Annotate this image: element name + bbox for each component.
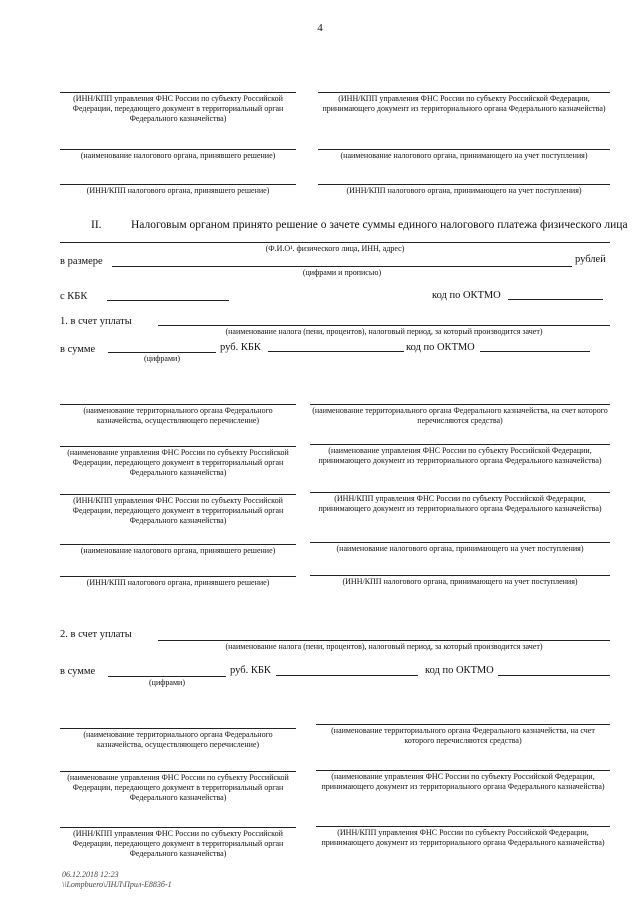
item1-oktmo-label: код по ОКТМО xyxy=(406,342,475,353)
field-line[interactable] xyxy=(60,827,296,828)
caption-inn-ufns-receiver: (ИНН/КПП управления ФНС России по субъекту Российской Федерации, принимающего документ из территориального органа Федерального казначейства) xyxy=(322,94,606,113)
item1-kbk-field-line[interactable] xyxy=(268,351,404,352)
page-number: 4 xyxy=(317,22,323,34)
item2-oktmo-label: код по ОКТМО xyxy=(425,665,494,676)
item2-caption-fk-sender: (наименование территориального органа Федерального казначейства, осуществляющего перечисление) xyxy=(83,730,273,749)
item2-caption-tax: (наименование налога (пени, процентов), налоговый период, за который производится зачет) xyxy=(225,642,543,651)
item1-caption-inn-tax-office-receiver: (ИНН/КПП налогового органа, принимающего на учет поступления) xyxy=(342,577,578,586)
field-line[interactable] xyxy=(60,446,296,447)
item2-caption-digits: (цифрами) xyxy=(149,678,185,687)
field-line[interactable] xyxy=(310,444,610,445)
item1-oktmo-field-line[interactable] xyxy=(480,351,590,352)
item1-caption-tax: (наименование налога (пени, процентов), налоговый период, за который производится зачет) xyxy=(225,327,543,336)
field-line[interactable] xyxy=(316,826,610,827)
item1-caption-tax-office-decision: (наименование налогового органа, принявшего решение) xyxy=(80,546,276,555)
footer-date: 06.12.2018 12:23 xyxy=(62,870,119,879)
field-line[interactable] xyxy=(316,724,610,725)
field-line[interactable] xyxy=(310,404,610,405)
kbk-field-line[interactable] xyxy=(107,300,229,301)
item1-caption-inn-ufns-sender: (ИНН/КПП управления ФНС России по субъекту Российской Федерации, передающего документ в территориальный орган Федерального казначейства) xyxy=(72,496,284,525)
caption-fio: (Ф.И.О¹. физического лица, ИНН, адрес) xyxy=(265,244,405,253)
item2-caption-fk-receiver: (наименование территориального органа Федерального казначейства, на счет которого перечисляются средства) xyxy=(331,726,595,745)
field-line[interactable] xyxy=(310,492,610,493)
item1-number-label: 1. в счет уплаты xyxy=(60,316,132,327)
field-line[interactable] xyxy=(60,92,296,93)
field-line[interactable] xyxy=(60,184,296,185)
field-line[interactable] xyxy=(310,575,610,576)
item1-caption-ufns-sender: (наименование управления ФНС России по субъекту Российской Федерации, передающего документ в территориальный орган Федерального казначейства) xyxy=(67,448,289,477)
footer-path: \\Lompbuero\ЛНЛ\Прил-Е883б-1 xyxy=(62,880,172,889)
item1-caption-fk-receiver: (наименование территориального органа Федерального казначейства, на счет которого перечисляются средства) xyxy=(312,406,608,425)
rubles-label: рублей xyxy=(575,254,606,265)
field-line[interactable] xyxy=(316,770,610,771)
item2-sum-field-line[interactable] xyxy=(108,676,226,677)
item2-kbk-label: руб. КБК xyxy=(230,665,271,676)
item2-sum-label: в сумме xyxy=(60,666,96,677)
item1-sum-field-line[interactable] xyxy=(108,352,216,353)
caption-inn-tax-office-decision: (ИНН/КПП налогового органа, принявшего решение) xyxy=(86,186,270,195)
item1-sum-label: в сумме xyxy=(60,344,96,355)
item1-caption-inn-ufns-receiver: (ИНН/КПП управления ФНС России по субъекту Российской Федерации, принимающего документ из территориального органа Федерального казначейства) xyxy=(318,494,602,513)
item1-caption-tax-office-receiver: (наименование налогового органа, принимающего на учет поступления) xyxy=(336,544,584,553)
caption-amount: (цифрами и прописью) xyxy=(302,268,382,277)
caption-tax-office-receiver: (наименование налогового органа, принимающего на учет поступления) xyxy=(340,151,588,160)
item2-caption-ufns-receiver: (наименование управления ФНС России по субъекту Российской Федерации, принимающего документ из территориального органа Федерального казначейства) xyxy=(321,772,605,791)
amount-field-line[interactable] xyxy=(112,266,572,267)
item1-caption-fk-sender: (наименование территориального органа Федерального казначейства, осуществляющего перечисление) xyxy=(83,406,273,425)
field-line[interactable] xyxy=(60,728,296,729)
field-line[interactable] xyxy=(318,149,610,150)
item2-caption-inn-ufns-sender: (ИНН/КПП управления ФНС России по субъекту Российской Федерации, передающего документ в территориальный орган Федерального казначейства) xyxy=(72,829,284,858)
item1-caption-inn-tax-office-decision: (ИНН/КПП налогового органа, принявшего решение) xyxy=(86,578,270,587)
item1-caption-digits: (цифрами) xyxy=(144,354,180,363)
item1-caption-ufns-receiver: (наименование управления ФНС России по субъекту Российской Федерации, принимающего документ из территориального органа Федерального казначейства) xyxy=(318,446,602,465)
field-line[interactable] xyxy=(60,494,296,495)
fio-field-line[interactable] xyxy=(60,242,610,243)
caption-inn-ufns-sender: (ИНН/КПП управления ФНС России по субъекту Российской Федерации, передающего документ в территориальный орган Федерального казначейства) xyxy=(72,94,284,123)
caption-inn-tax-office-receiver: (ИНН/КПП налогового органа, принимающего на учет поступления) xyxy=(346,186,582,195)
oktmo-field-line[interactable] xyxy=(508,299,603,300)
item1-kbk-label: руб. КБК xyxy=(220,342,261,353)
field-line[interactable] xyxy=(60,576,296,577)
item2-tax-field-line[interactable] xyxy=(158,640,610,641)
field-line[interactable] xyxy=(60,149,296,150)
field-line[interactable] xyxy=(60,404,296,405)
item2-oktmo-field-line[interactable] xyxy=(498,675,610,676)
item2-kbk-field-line[interactable] xyxy=(276,675,418,676)
caption-tax-office-decision: (наименование налогового органа, принявшего решение) xyxy=(80,151,276,160)
section-roman-numeral: II. xyxy=(91,219,102,231)
field-line[interactable] xyxy=(310,542,610,543)
section-title: Налоговым органом принято решение о зачете суммы единого налогового платежа физического лица xyxy=(131,219,628,231)
field-line[interactable] xyxy=(60,544,296,545)
item2-caption-ufns-sender: (наименование управления ФНС России по субъекту Российской Федерации, передающего документ в территориальный орган Федерального казначейства) xyxy=(67,773,289,802)
item2-caption-inn-ufns-receiver: (ИНН/КПП управления ФНС России по субъекту Российской Федерации, принимающего документ из территориального органа Федерального казначейства) xyxy=(321,828,605,847)
kbk-label: с КБК xyxy=(60,291,88,302)
field-line[interactable] xyxy=(318,184,610,185)
item2-number-label: 2. в счет уплаты xyxy=(60,629,132,640)
item1-tax-field-line[interactable] xyxy=(158,325,610,326)
oktmo-label: код по ОКТМО xyxy=(432,290,501,301)
field-line[interactable] xyxy=(318,92,610,93)
field-line[interactable] xyxy=(60,771,296,772)
amount-label: в размере xyxy=(60,256,103,267)
